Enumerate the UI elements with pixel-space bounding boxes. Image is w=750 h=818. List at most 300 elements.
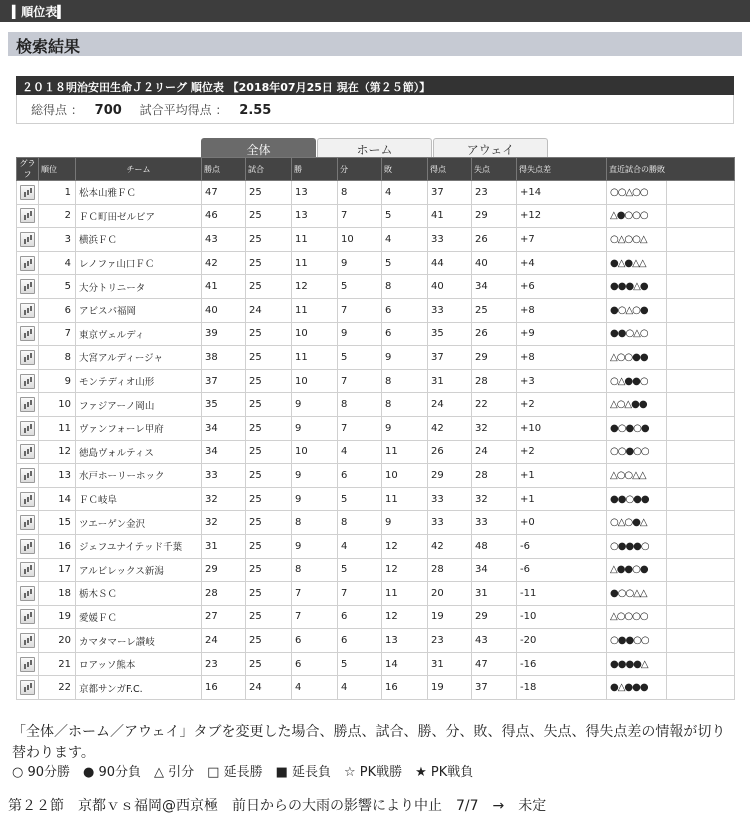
wins-cell: 11 [292, 228, 338, 252]
games-cell: 25 [246, 605, 292, 629]
team-cell: ツエーゲン金沢 [76, 511, 202, 535]
search-results-heading [8, 32, 742, 56]
standings-table [16, 157, 735, 700]
header-row [17, 158, 735, 181]
graph-cell [17, 369, 39, 393]
team-cell: ロアッソ熊本 [76, 652, 202, 676]
goals-against-cell: 32 [472, 416, 517, 440]
col-team: チーム [76, 158, 202, 181]
graph-cell [17, 582, 39, 606]
bar-chart-icon[interactable] [20, 657, 35, 672]
points-cell: 40 [202, 298, 246, 322]
losses-cell: 8 [382, 369, 428, 393]
table-row [17, 251, 735, 275]
recent-results-cell: ○●●○○ [607, 629, 667, 653]
section-title: 検索結果 [16, 37, 81, 56]
team-cell: 水戸ホーリーホック [76, 464, 202, 488]
table-row [17, 228, 735, 252]
recent-results-cell: ●△●●● [607, 676, 667, 700]
recent-results-cell: △○○○○ [607, 605, 667, 629]
wins-cell: 11 [292, 251, 338, 275]
goal-diff-cell: -20 [517, 629, 607, 653]
games-cell: 25 [246, 346, 292, 370]
bar-chart-icon[interactable] [20, 326, 35, 341]
goals-against-cell: 28 [472, 464, 517, 488]
goals-for-cell: 37 [428, 181, 472, 205]
wins-cell: 4 [292, 676, 338, 700]
rank-cell: 11 [39, 416, 76, 440]
goals-against-cell: 26 [472, 228, 517, 252]
losses-cell: 4 [382, 228, 428, 252]
table-row [17, 369, 735, 393]
team-cell: カマタマーレ讃岐 [76, 629, 202, 653]
standings-title: ２０１８明治安田生命Ｊ２リーグ 順位表 【2018年07月25日 現在（第２５節）】 [16, 76, 734, 95]
points-cell: 47 [202, 181, 246, 205]
graph-cell [17, 275, 39, 299]
bar-chart-icon[interactable] [20, 350, 35, 365]
empty-cell [667, 228, 735, 252]
recent-results-cell: △○△●● [607, 393, 667, 417]
empty-cell [667, 416, 735, 440]
goals-against-cell: 47 [472, 652, 517, 676]
goals-against-cell: 31 [472, 582, 517, 606]
wins-cell: 8 [292, 511, 338, 535]
goals-against-cell: 29 [472, 346, 517, 370]
rank-cell: 18 [39, 582, 76, 606]
goals-for-cell: 33 [428, 487, 472, 511]
points-cell: 33 [202, 464, 246, 488]
rank-cell: 8 [39, 346, 76, 370]
points-cell: 28 [202, 582, 246, 606]
goals-against-cell: 32 [472, 487, 517, 511]
recent-results-cell: ○△●●○ [607, 369, 667, 393]
goal-diff-cell: +2 [517, 440, 607, 464]
games-cell: 25 [246, 181, 292, 205]
empty-cell [667, 629, 735, 653]
goal-diff-cell: -6 [517, 558, 607, 582]
goals-for-cell: 28 [428, 558, 472, 582]
recent-results-cell: ●○△○● [607, 298, 667, 322]
draws-cell: 4 [338, 440, 382, 464]
rank-cell: 9 [39, 369, 76, 393]
table-row [17, 204, 735, 228]
goals-against-cell: 22 [472, 393, 517, 417]
table-row [17, 416, 735, 440]
games-cell: 24 [246, 676, 292, 700]
col-recent: 直近試合の勝敗 [607, 158, 735, 181]
goal-diff-cell: -16 [517, 652, 607, 676]
graph-cell [17, 228, 39, 252]
table-row [17, 298, 735, 322]
draws-cell: 8 [338, 393, 382, 417]
draws-cell: 7 [338, 416, 382, 440]
goals-for-cell: 33 [428, 511, 472, 535]
goals-against-cell: 34 [472, 558, 517, 582]
games-cell: 25 [246, 464, 292, 488]
empty-cell [667, 534, 735, 558]
goal-diff-cell: +14 [517, 181, 607, 205]
team-cell: 愛媛ＦＣ [76, 605, 202, 629]
team-cell: 横浜ＦＣ [76, 228, 202, 252]
wins-cell: 7 [292, 605, 338, 629]
bar-chart-icon[interactable] [20, 374, 35, 389]
avg-goals-value: 2.55 [239, 103, 272, 118]
games-cell: 25 [246, 511, 292, 535]
rank-cell: 20 [39, 629, 76, 653]
points-cell: 16 [202, 676, 246, 700]
goals-for-cell: 35 [428, 322, 472, 346]
points-cell: 34 [202, 440, 246, 464]
goals-for-cell: 29 [428, 464, 472, 488]
recent-results-cell: △●○○○ [607, 204, 667, 228]
points-cell: 46 [202, 204, 246, 228]
tab-away[interactable]: アウェイ [433, 138, 548, 157]
table-row [17, 346, 735, 370]
goals-for-cell: 41 [428, 204, 472, 228]
col-goals-against: 失点 [472, 158, 517, 181]
losses-cell: 10 [382, 464, 428, 488]
goals-for-cell: 26 [428, 440, 472, 464]
recent-results-cell: ●○○△△ [607, 582, 667, 606]
recent-results-cell: ●●●●△ [607, 652, 667, 676]
rank-cell: 17 [39, 558, 76, 582]
goal-diff-cell: +3 [517, 369, 607, 393]
games-cell: 25 [246, 369, 292, 393]
table-row [17, 440, 735, 464]
games-cell: 25 [246, 228, 292, 252]
draws-cell: 7 [338, 369, 382, 393]
games-cell: 25 [246, 204, 292, 228]
bar-chart-icon[interactable] [20, 185, 35, 200]
losses-cell: 9 [382, 346, 428, 370]
goals-against-cell: 25 [472, 298, 517, 322]
losses-cell: 14 [382, 652, 428, 676]
rank-cell: 13 [39, 464, 76, 488]
goals-against-cell: 48 [472, 534, 517, 558]
rank-cell: 7 [39, 322, 76, 346]
games-cell: 25 [246, 652, 292, 676]
points-cell: 32 [202, 487, 246, 511]
points-cell: 32 [202, 511, 246, 535]
wins-cell: 6 [292, 652, 338, 676]
bar-chart-icon[interactable] [20, 421, 35, 436]
goals-for-cell: 19 [428, 605, 472, 629]
goals-for-cell: 42 [428, 416, 472, 440]
topbar [0, 0, 750, 22]
team-cell: ヴァンフォーレ甲府 [76, 416, 202, 440]
tab-overall[interactable]: 全体 [201, 138, 316, 157]
standings-body [17, 181, 735, 700]
draws-cell: 6 [338, 605, 382, 629]
team-cell: ＦＣ岐阜 [76, 487, 202, 511]
points-cell: 38 [202, 346, 246, 370]
bar-chart-icon[interactable] [20, 397, 35, 412]
bar-chart-icon[interactable] [20, 232, 35, 247]
goal-diff-cell: +9 [517, 322, 607, 346]
points-cell: 23 [202, 652, 246, 676]
topbar-title: ▍順位表▍ [12, 5, 67, 19]
empty-cell [667, 558, 735, 582]
graph-cell [17, 629, 39, 653]
bar-chart-icon[interactable] [20, 492, 35, 507]
games-cell: 25 [246, 322, 292, 346]
col-graph: グラフ [17, 158, 39, 181]
goals-against-cell: 23 [472, 181, 517, 205]
wins-cell: 13 [292, 181, 338, 205]
losses-cell: 5 [382, 204, 428, 228]
empty-cell [667, 346, 735, 370]
goal-diff-cell: +8 [517, 298, 607, 322]
graph-cell [17, 652, 39, 676]
empty-cell [667, 464, 735, 488]
wins-cell: 9 [292, 464, 338, 488]
wins-cell: 10 [292, 440, 338, 464]
losses-cell: 12 [382, 534, 428, 558]
recent-results-cell: ○●●●○ [607, 534, 667, 558]
wins-cell: 11 [292, 298, 338, 322]
recent-results-cell: ○△○●△ [607, 511, 667, 535]
goals-for-cell: 33 [428, 298, 472, 322]
games-cell: 25 [246, 582, 292, 606]
recent-results-cell: ○○△○○ [607, 181, 667, 205]
draws-cell: 9 [338, 251, 382, 275]
draws-cell: 5 [338, 275, 382, 299]
table-row [17, 676, 735, 700]
games-cell: 25 [246, 534, 292, 558]
tab-explanation-note: 「全体／ホーム／アウェイ」タブを変更した場合、勝点、試合、勝、分、敗、得点、失点、得失点差の情報が切り替わります。 [12, 724, 726, 761]
recent-results-cell: ●●●△● [607, 275, 667, 299]
team-cell: 松本山雅ＦＣ [76, 181, 202, 205]
recent-results-cell: ●●○●● [607, 487, 667, 511]
rank-cell: 4 [39, 251, 76, 275]
team-cell: 徳島ヴォルティス [76, 440, 202, 464]
goals-for-cell: 40 [428, 275, 472, 299]
losses-cell: 4 [382, 181, 428, 205]
games-cell: 24 [246, 298, 292, 322]
col-rank: 順位 [39, 158, 76, 181]
rank-cell: 1 [39, 181, 76, 205]
losses-cell: 8 [382, 275, 428, 299]
col-draws: 分 [338, 158, 382, 181]
goal-diff-cell: +6 [517, 275, 607, 299]
bar-chart-icon[interactable] [20, 633, 35, 648]
empty-cell [667, 440, 735, 464]
rank-cell: 21 [39, 652, 76, 676]
graph-cell [17, 487, 39, 511]
losses-cell: 8 [382, 393, 428, 417]
graph-cell [17, 204, 39, 228]
goal-diff-cell: -6 [517, 534, 607, 558]
points-cell: 42 [202, 251, 246, 275]
points-cell: 34 [202, 416, 246, 440]
points-cell: 41 [202, 275, 246, 299]
points-cell: 27 [202, 605, 246, 629]
losses-cell: 11 [382, 487, 428, 511]
draws-cell: 6 [338, 464, 382, 488]
wins-cell: 11 [292, 346, 338, 370]
table-row [17, 181, 735, 205]
table-row [17, 511, 735, 535]
rank-cell: 6 [39, 298, 76, 322]
goal-diff-cell: +10 [517, 416, 607, 440]
losses-cell: 6 [382, 322, 428, 346]
recent-results-cell: △○○△△ [607, 464, 667, 488]
games-cell: 25 [246, 440, 292, 464]
rank-cell: 5 [39, 275, 76, 299]
graph-cell [17, 605, 39, 629]
rank-cell: 15 [39, 511, 76, 535]
graph-cell [17, 534, 39, 558]
goals-for-cell: 42 [428, 534, 472, 558]
goal-summary [16, 95, 734, 124]
goals-against-cell: 33 [472, 511, 517, 535]
col-goals-for: 得点 [428, 158, 472, 181]
rank-cell: 14 [39, 487, 76, 511]
wins-cell: 9 [292, 487, 338, 511]
goal-diff-cell: +1 [517, 464, 607, 488]
losses-cell: 16 [382, 676, 428, 700]
goal-diff-cell: +12 [517, 204, 607, 228]
bar-chart-icon[interactable] [20, 539, 35, 554]
empty-cell [667, 181, 735, 205]
rank-cell: 12 [39, 440, 76, 464]
draws-cell: 7 [338, 582, 382, 606]
bar-chart-icon[interactable] [20, 515, 35, 530]
table-row [17, 534, 735, 558]
total-goals-value: 700 [94, 103, 122, 118]
losses-cell: 12 [382, 605, 428, 629]
graph-cell [17, 181, 39, 205]
losses-cell: 9 [382, 416, 428, 440]
rank-cell: 16 [39, 534, 76, 558]
empty-cell [667, 369, 735, 393]
recent-results-cell: ●●○△○ [607, 322, 667, 346]
goals-against-cell: 26 [472, 322, 517, 346]
goal-diff-cell: +8 [517, 346, 607, 370]
losses-cell: 13 [382, 629, 428, 653]
bar-chart-icon[interactable] [20, 279, 35, 294]
empty-cell [667, 487, 735, 511]
recent-results-cell: ○○●○○ [607, 440, 667, 464]
losses-cell: 11 [382, 440, 428, 464]
bar-chart-icon[interactable] [20, 444, 35, 459]
wins-cell: 10 [292, 369, 338, 393]
empty-cell [667, 676, 735, 700]
bar-chart-icon[interactable] [20, 256, 35, 271]
empty-cell [667, 605, 735, 629]
empty-cell [667, 251, 735, 275]
team-cell: ＦＣ町田ゼルビア [76, 204, 202, 228]
goals-for-cell: 31 [428, 369, 472, 393]
goals-against-cell: 37 [472, 676, 517, 700]
goals-for-cell: 44 [428, 251, 472, 275]
col-goal-diff: 得失点差 [517, 158, 607, 181]
points-cell: 24 [202, 629, 246, 653]
bar-chart-icon[interactable] [20, 680, 35, 695]
table-row [17, 464, 735, 488]
wins-cell: 12 [292, 275, 338, 299]
draws-cell: 5 [338, 346, 382, 370]
graph-cell [17, 298, 39, 322]
draws-cell: 6 [338, 629, 382, 653]
empty-cell [667, 511, 735, 535]
team-cell: アルビレックス新潟 [76, 558, 202, 582]
points-cell: 29 [202, 558, 246, 582]
goals-for-cell: 20 [428, 582, 472, 606]
col-wins: 勝 [292, 158, 338, 181]
rank-cell: 22 [39, 676, 76, 700]
draws-cell: 10 [338, 228, 382, 252]
points-cell: 37 [202, 369, 246, 393]
goal-diff-cell: -18 [517, 676, 607, 700]
table-row [17, 629, 735, 653]
goal-diff-cell: +7 [517, 228, 607, 252]
table-row [17, 487, 735, 511]
wins-cell: 10 [292, 322, 338, 346]
empty-cell [667, 393, 735, 417]
recent-results-cell: ●○●○● [607, 416, 667, 440]
wins-cell: 9 [292, 393, 338, 417]
col-games: 試合 [246, 158, 292, 181]
tab-home[interactable]: ホーム [317, 138, 432, 157]
bar-chart-icon[interactable] [20, 586, 35, 601]
losses-cell: 9 [382, 511, 428, 535]
table-row [17, 275, 735, 299]
graph-cell [17, 440, 39, 464]
recent-results-cell: △●●○● [607, 558, 667, 582]
goals-for-cell: 24 [428, 393, 472, 417]
graph-cell [17, 416, 39, 440]
table-row [17, 582, 735, 606]
losses-cell: 5 [382, 251, 428, 275]
bar-chart-icon[interactable] [20, 609, 35, 624]
team-cell: 東京ヴェルディ [76, 322, 202, 346]
bar-chart-icon[interactable] [20, 208, 35, 223]
col-losses: 敗 [382, 158, 428, 181]
games-cell: 25 [246, 558, 292, 582]
table-row [17, 558, 735, 582]
games-cell: 25 [246, 251, 292, 275]
bar-chart-icon[interactable] [20, 468, 35, 483]
goals-for-cell: 19 [428, 676, 472, 700]
col-points: 勝点 [202, 158, 246, 181]
table-row [17, 652, 735, 676]
goals-against-cell: 40 [472, 251, 517, 275]
rank-cell: 19 [39, 605, 76, 629]
graph-cell [17, 346, 39, 370]
empty-cell [667, 652, 735, 676]
recent-results-cell: △○○●● [607, 346, 667, 370]
result-symbol-legend: ○ 90分勝 ● 90分負 △ 引分 □ 延長勝 ■ 延長負 ☆ PK戦勝 ★ PK戦負 [12, 765, 474, 780]
recent-results-cell: ○△○○△ [607, 228, 667, 252]
rank-cell: 10 [39, 393, 76, 417]
bar-chart-icon[interactable] [20, 562, 35, 577]
avg-goals-label: 試合平均得点 ： [139, 103, 228, 117]
goals-for-cell: 23 [428, 629, 472, 653]
recent-results-cell: ●△●△△ [607, 251, 667, 275]
games-cell: 25 [246, 416, 292, 440]
wins-cell: 9 [292, 416, 338, 440]
team-cell: モンテディオ山形 [76, 369, 202, 393]
graph-cell [17, 251, 39, 275]
wins-cell: 9 [292, 534, 338, 558]
draws-cell: 8 [338, 511, 382, 535]
games-cell: 25 [246, 393, 292, 417]
goals-against-cell: 29 [472, 605, 517, 629]
graph-cell [17, 558, 39, 582]
bar-chart-icon[interactable] [20, 303, 35, 318]
wins-cell: 8 [292, 558, 338, 582]
